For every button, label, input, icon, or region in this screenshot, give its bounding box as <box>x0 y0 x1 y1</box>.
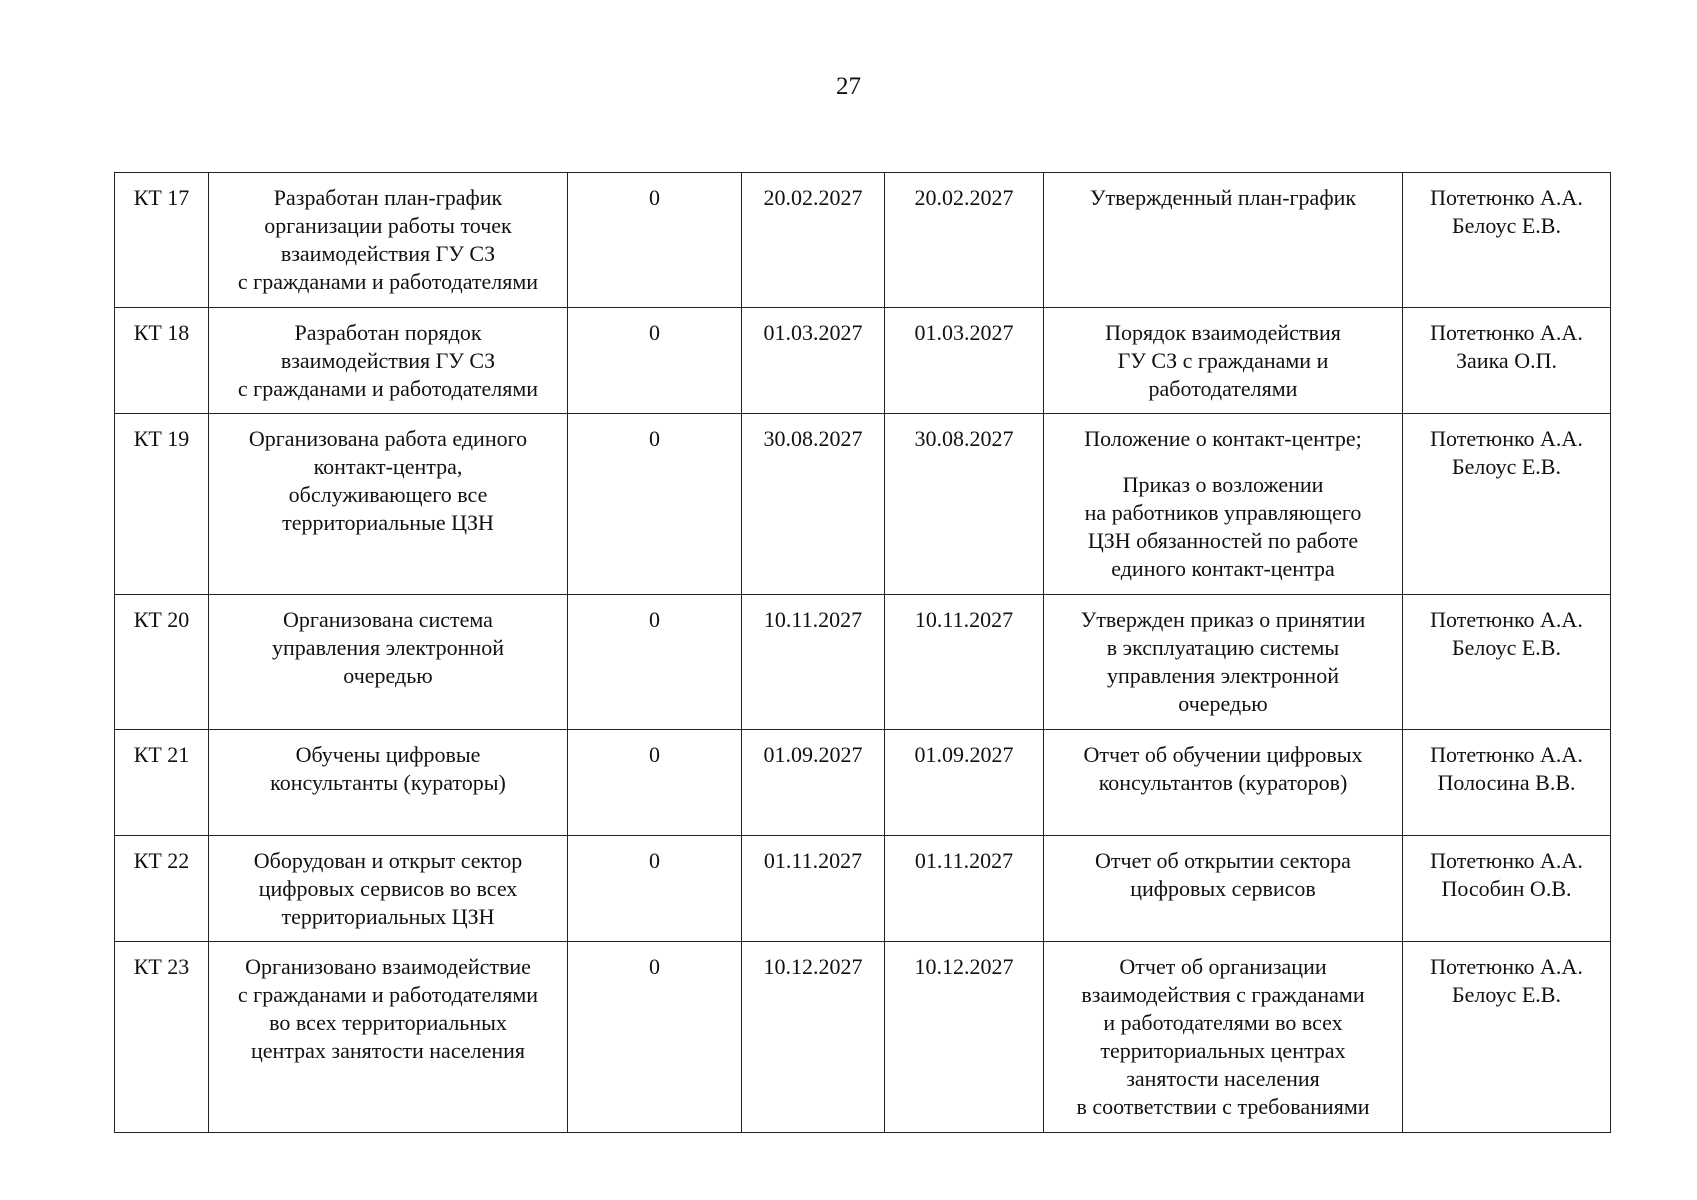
row-responsible <box>1403 730 1611 836</box>
row-result-line: консультантов (кураторов) <box>1098 770 1348 795</box>
row-title-line: с гражданами и работодателями <box>237 376 539 401</box>
row-responsible <box>1403 595 1611 730</box>
row-title-line: консультанты (кураторы) <box>270 770 506 795</box>
row-title <box>209 414 568 595</box>
row-result-line: Отчет об организации <box>1119 954 1327 979</box>
row-title-line: с гражданами и работодателями <box>237 269 539 294</box>
row-result-line: в эксплуатацию системы <box>1106 635 1340 660</box>
row-title-line: Организована работа единого <box>248 426 528 451</box>
row-title <box>209 836 568 942</box>
row-value: 0 <box>568 730 742 836</box>
row-responsible-line: Белоус Е.В. <box>1452 635 1561 660</box>
row-result-line: ГУ СЗ с гражданами и <box>1117 348 1329 373</box>
row-end-date: 01.11.2027 <box>885 836 1044 942</box>
row-title-line: Оборудован и открыт сектор <box>253 848 523 873</box>
row-result <box>1044 836 1403 942</box>
row-result-paragraph <box>1052 741 1394 797</box>
table-row <box>115 414 1611 595</box>
row-responsible-line: Потетюнко А.А. <box>1430 742 1583 767</box>
row-responsible <box>1403 942 1611 1133</box>
row-end-date: 30.08.2027 <box>885 414 1044 595</box>
row-result-line: Порядок взаимодействия <box>1105 320 1341 345</box>
row-title <box>209 308 568 414</box>
row-title-line: территориальных ЦЗН <box>281 904 495 929</box>
row-result <box>1044 414 1403 595</box>
row-result-line: работодателями <box>1148 376 1298 401</box>
row-result-line: взаимодействия с гражданами <box>1081 982 1365 1007</box>
row-title-line: Организована система <box>283 607 493 632</box>
row-title-line: во всех территориальных <box>269 1010 507 1035</box>
control-points-table <box>114 172 1611 1133</box>
row-result-line: очередью <box>1178 691 1268 716</box>
row-title <box>209 942 568 1133</box>
row-result-line: Утвержденный план-график <box>1089 185 1357 210</box>
table-row <box>115 173 1611 308</box>
row-start-date: 20.02.2027 <box>742 173 885 308</box>
row-code: КТ 18 <box>115 308 209 414</box>
row-title-line: управления электронной <box>272 635 504 660</box>
table-row <box>115 595 1611 730</box>
row-result-line: Положение о контакт-центре; <box>1084 426 1362 451</box>
row-result-line: занятости населения <box>1126 1066 1320 1091</box>
row-result <box>1044 173 1403 308</box>
row-end-date: 01.09.2027 <box>885 730 1044 836</box>
row-title-line: взаимодействия ГУ СЗ <box>280 241 496 266</box>
row-responsible <box>1403 414 1611 595</box>
row-result <box>1044 730 1403 836</box>
page-number: 27 <box>836 73 861 100</box>
row-responsible-line: Белоус Е.В. <box>1452 213 1561 238</box>
row-title <box>209 173 568 308</box>
row-responsible-line: Пособин О.В. <box>1441 876 1572 901</box>
row-title-line: взаимодействия ГУ СЗ <box>280 348 496 373</box>
row-title-line: Разработан план-график <box>273 185 503 210</box>
row-title-line: очередью <box>343 663 433 688</box>
row-title-line: Организовано взаимодействие <box>245 954 531 979</box>
row-responsible <box>1403 308 1611 414</box>
table-body <box>115 173 1611 1133</box>
row-code: КТ 23 <box>115 942 209 1133</box>
table-row <box>115 836 1611 942</box>
row-start-date: 01.11.2027 <box>742 836 885 942</box>
row-result-paragraph <box>1052 606 1394 718</box>
row-result-paragraph <box>1052 425 1394 453</box>
row-result-line: единого контакт-центра <box>1111 556 1335 581</box>
row-responsible-line: Потетюнко А.А. <box>1430 426 1583 451</box>
row-result <box>1044 308 1403 414</box>
row-result <box>1044 942 1403 1133</box>
row-end-date: 01.03.2027 <box>885 308 1044 414</box>
row-result-paragraph <box>1052 471 1394 583</box>
row-responsible-line: Потетюнко А.А. <box>1430 954 1583 979</box>
row-result-line: Приказ о возложении <box>1122 472 1324 497</box>
row-start-date: 10.11.2027 <box>742 595 885 730</box>
row-result-paragraph <box>1052 184 1394 212</box>
row-title-line: Разработан порядок <box>294 320 482 345</box>
row-title-line: центрах занятости населения <box>250 1038 526 1063</box>
row-result-line: и работодателями во всех <box>1103 1010 1343 1035</box>
row-responsible <box>1403 173 1611 308</box>
row-result-paragraph <box>1052 319 1394 403</box>
row-end-date: 20.02.2027 <box>885 173 1044 308</box>
row-result-paragraph <box>1052 847 1394 903</box>
row-code: КТ 21 <box>115 730 209 836</box>
row-start-date: 01.09.2027 <box>742 730 885 836</box>
row-result-line: на работников управляющего <box>1084 500 1362 525</box>
row-value: 0 <box>568 414 742 595</box>
row-result-line: Отчет об открытии сектора <box>1095 848 1351 873</box>
row-code: КТ 22 <box>115 836 209 942</box>
row-result-paragraph <box>1052 953 1394 1121</box>
row-value: 0 <box>568 595 742 730</box>
row-end-date: 10.12.2027 <box>885 942 1044 1133</box>
row-code: КТ 20 <box>115 595 209 730</box>
row-responsible-line: Белоус Е.В. <box>1452 454 1561 479</box>
row-start-date: 01.03.2027 <box>742 308 885 414</box>
row-responsible-line: Потетюнко А.А. <box>1430 848 1583 873</box>
row-result-line: Отчет об обучении цифровых <box>1083 742 1363 767</box>
row-title-line: Обучены цифровые <box>295 742 481 767</box>
row-result-line: в соответствии с требованиями <box>1076 1094 1370 1119</box>
row-result-line: цифровых сервисов <box>1130 876 1316 901</box>
row-responsible-line: Потетюнко А.А. <box>1430 607 1583 632</box>
row-responsible-line: Белоус Е.В. <box>1452 982 1561 1007</box>
row-code: КТ 17 <box>115 173 209 308</box>
row-title-line: обслуживающего все <box>288 482 488 507</box>
row-responsible-line: Полосина В.В. <box>1437 770 1576 795</box>
row-title <box>209 730 568 836</box>
row-result-line: ЦЗН обязанностей по работе <box>1087 528 1359 553</box>
row-value: 0 <box>568 308 742 414</box>
row-title <box>209 595 568 730</box>
row-responsible-line: Потетюнко А.А. <box>1430 320 1583 345</box>
row-start-date: 30.08.2027 <box>742 414 885 595</box>
table-row <box>115 308 1611 414</box>
row-value: 0 <box>568 836 742 942</box>
row-title-line: цифровых сервисов во всех <box>258 876 518 901</box>
table-row <box>115 730 1611 836</box>
row-result-line: территориальных центрах <box>1100 1038 1346 1063</box>
row-value: 0 <box>568 942 742 1133</box>
row-responsible-line: Заика О.П. <box>1456 348 1557 373</box>
row-result <box>1044 595 1403 730</box>
row-code: КТ 19 <box>115 414 209 595</box>
row-title-line: территориальные ЦЗН <box>282 510 494 535</box>
row-result-line: Утвержден приказ о принятии <box>1080 607 1366 632</box>
row-value: 0 <box>568 173 742 308</box>
row-responsible <box>1403 836 1611 942</box>
row-start-date: 10.12.2027 <box>742 942 885 1133</box>
row-end-date: 10.11.2027 <box>885 595 1044 730</box>
row-title-line: организации работы точек <box>264 213 512 238</box>
row-title-line: контакт-центра, <box>313 454 463 479</box>
row-title-line: с гражданами и работодателями <box>237 982 539 1007</box>
row-result-line: управления электронной <box>1107 663 1339 688</box>
table-row <box>115 942 1611 1133</box>
row-responsible-line: Потетюнко А.А. <box>1430 185 1583 210</box>
